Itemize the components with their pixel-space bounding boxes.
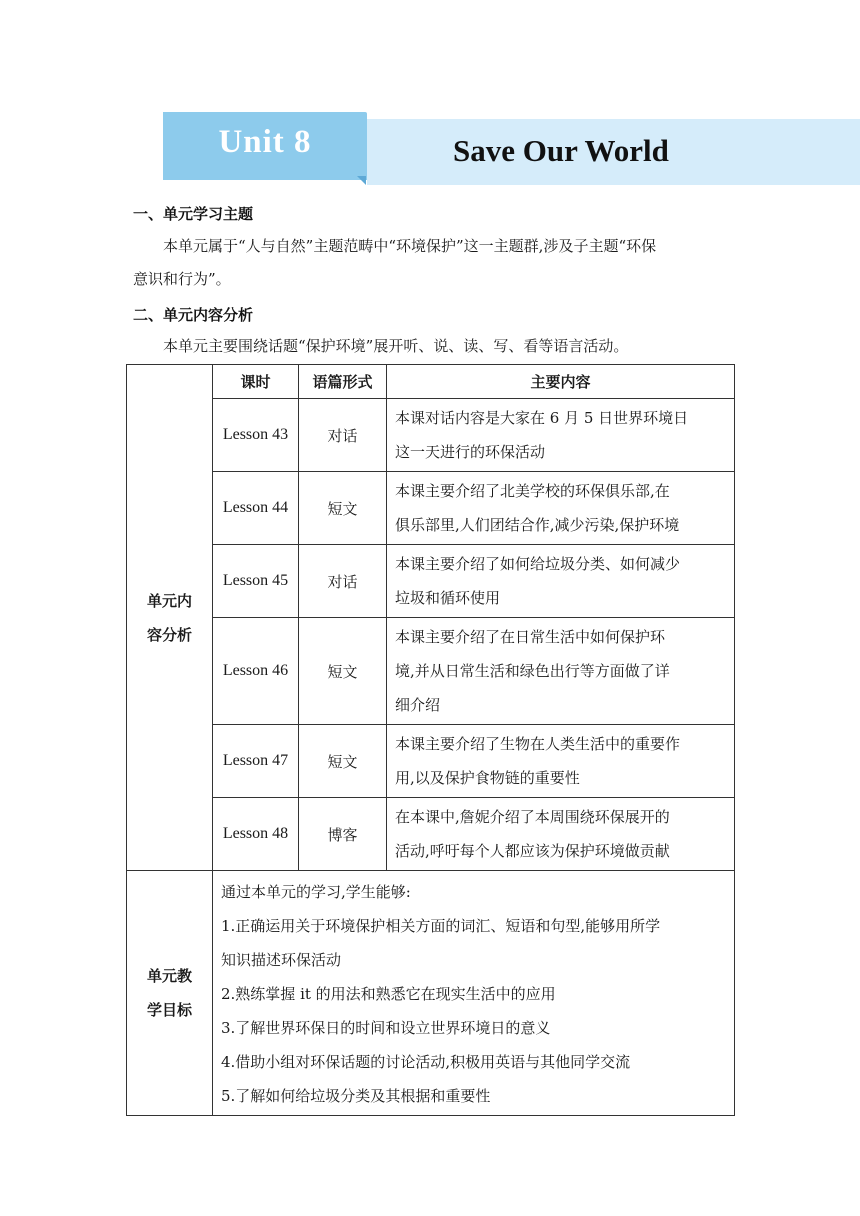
goal-line: 通过本单元的学习,学生能够: (221, 883, 411, 901)
table-row (127, 472, 735, 545)
table-row (127, 618, 735, 725)
section1-heading: 一、单元学习主题 (133, 205, 254, 223)
header-content: 主要内容 (387, 365, 735, 399)
lesson-cell: Lesson 46 (213, 618, 299, 725)
table-row (127, 545, 735, 618)
content-line: 这一天进行的环保活动 (395, 443, 546, 461)
section2-heading: 二、单元内容分析 (133, 306, 254, 324)
goal-line: 4.借助小组对环保话题的讨论活动,积极用英语与其他同学交流 (221, 1053, 631, 1071)
goal-line: 2.熟练掌握 it 的用法和熟悉它在现实生活中的应用 (221, 985, 556, 1003)
goal-line: 5.了解如何给垃圾分类及其根据和重要性 (221, 1087, 491, 1105)
content-cell (387, 725, 735, 798)
goal-line: 3.了解世界环保日的时间和设立世界环境日的意义 (221, 1019, 551, 1037)
form-cell: 短文 (299, 618, 387, 725)
goal-line: 知识描述环保活动 (221, 951, 342, 969)
content-line: 俱乐部里,人们团结合作,减少污染,保护环境 (395, 516, 680, 534)
unit-title: Save Our World (453, 133, 669, 168)
unit-title-banner (367, 119, 860, 185)
unit-analysis-table (126, 364, 735, 1116)
unit-number-banner (163, 112, 367, 180)
content-line: 境,并从日常生活和绿色出行等方面做了详 (395, 662, 670, 680)
analysis-label-cell: 单元内 容分析 (127, 365, 213, 871)
section1-text (133, 230, 733, 296)
table-row (127, 399, 735, 472)
content-cell (387, 545, 735, 618)
table-row (127, 798, 735, 871)
goal-line: 1.正确运用关于环境保护相关方面的词汇、短语和句型,能够用所学 (221, 917, 661, 935)
content-cell (387, 472, 735, 545)
content-cell (387, 618, 735, 725)
section2-text (133, 330, 733, 363)
lesson-cell: Lesson 44 (213, 472, 299, 545)
content-cell (387, 399, 735, 472)
content-line: 用,以及保护食物链的重要性 (395, 769, 580, 787)
content-line: 细介绍 (395, 696, 441, 714)
content-line: 活动,呼吁每个人都应该为保护环境做贡献 (395, 842, 670, 860)
section1-line1: 本单元属于“人与自然”主题范畴中“环境保护”这一主题群,涉及子主题“环保 (163, 237, 657, 255)
content-cell (387, 798, 735, 871)
form-cell: 对话 (299, 545, 387, 618)
content-line: 本课主要介绍了生物在人类生活中的重要作 (395, 735, 681, 753)
content-line: 本课对话内容是大家在 6 月 5 日世界环境日 (395, 409, 689, 427)
unit-number: Unit 8 (218, 124, 312, 160)
table-row (127, 725, 735, 798)
table-header-row (127, 365, 735, 399)
section1-line2: 意识和行为”。 (133, 270, 231, 288)
content-line: 在本课中,詹妮介绍了本周围绕环保展开的 (395, 808, 670, 826)
banner-fold-decoration (357, 176, 366, 185)
form-cell: 短文 (299, 725, 387, 798)
section2-line: 本单元主要围绕话题“保护环境”展开听、说、读、写、看等语言活动。 (163, 337, 629, 355)
content-line: 本课主要介绍了在日常生活中如何保护环 (395, 628, 666, 646)
header-form: 语篇形式 (299, 365, 387, 399)
header-lesson: 课时 (213, 365, 299, 399)
content-line: 垃圾和循环使用 (395, 589, 501, 607)
lesson-cell: Lesson 47 (213, 725, 299, 798)
content-line: 本课主要介绍了如何给垃圾分类、如何减少 (395, 555, 681, 573)
form-cell: 博客 (299, 798, 387, 871)
form-cell: 短文 (299, 472, 387, 545)
goals-label-cell: 单元教 学目标 (127, 871, 213, 1116)
goals-cell (213, 871, 735, 1116)
lesson-cell: Lesson 43 (213, 399, 299, 472)
content-line: 本课主要介绍了北美学校的环保俱乐部,在 (395, 482, 670, 500)
lesson-cell: Lesson 48 (213, 798, 299, 871)
goals-row (127, 871, 735, 1116)
form-cell: 对话 (299, 399, 387, 472)
lesson-cell: Lesson 45 (213, 545, 299, 618)
